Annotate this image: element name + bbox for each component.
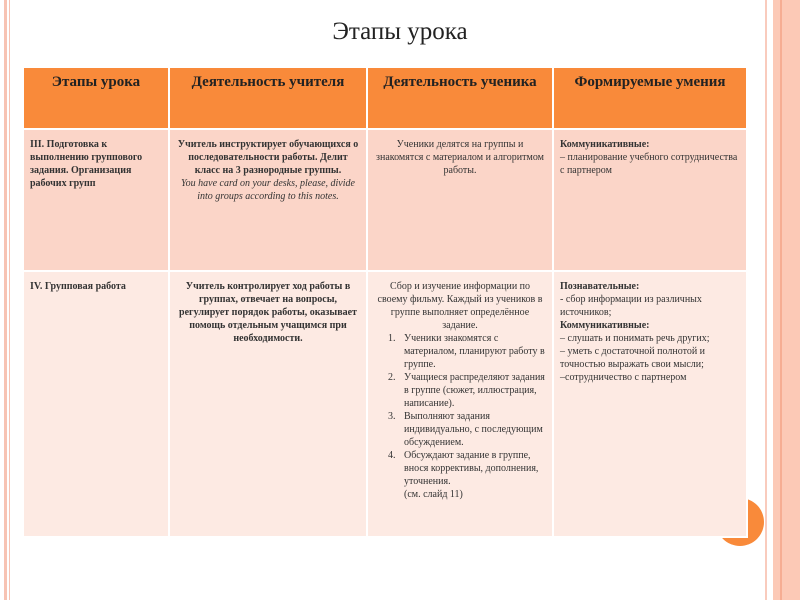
teacher-text: Учитель инструктирует обучающихся о последовательности работы. Делит класс на 3 разнородные группы.	[177, 139, 359, 176]
lesson-stages-table	[22, 66, 748, 538]
skill-label: Познавательные:	[560, 281, 640, 292]
slide-border-left-thin	[9, 0, 10, 600]
table-header-row	[23, 67, 747, 129]
list-item: 1. Ученики знакомятся с материалом, планируют работу в группе.	[398, 332, 546, 371]
list-item: 3. Выполняют задания индивидуально, с последующим обсуждением.	[398, 410, 546, 449]
teacher-cell: Учитель контролирует ход работы в группах, отвечает на вопросы, регулирует порядок работы, оказывает помощь отдельным учащимся при необходимости.	[169, 271, 367, 537]
teacher-cell	[169, 129, 367, 271]
stage-cell: III. Подготовка к выполнению группового задания. Организация рабочих групп	[23, 129, 169, 271]
skill-label: Коммуникативные:	[560, 320, 650, 331]
slide-border-right-line	[780, 0, 782, 600]
skill-text: – планирование учебного сотрудничества с партнером	[560, 152, 738, 176]
skill-text: – слушать и понимать речь других; – уметь с достаточной полнотой и точностью выражать свои мысли; –сотрудничество с партнером	[560, 333, 710, 383]
teacher-note: You have card on your desks, please, divide into groups according to this notes.	[181, 178, 355, 202]
header-student: Деятельность ученика	[367, 67, 553, 129]
list-item: 2. Учащиеся распределяют задания в группе (сюжет, иллюстрация, написание).	[398, 371, 546, 410]
skill-text: - сбор информации из различных источников;	[560, 294, 702, 318]
slide-border-right	[773, 0, 800, 600]
table-row	[23, 271, 747, 537]
table-row	[23, 129, 747, 271]
student-cell: Ученики делятся на группы и знакомятся с материалом и алгоритмом работы.	[367, 129, 553, 271]
header-stages: Этапы урока	[23, 67, 169, 129]
student-intro: Сбор и изучение информации по своему фильму. Каждый из учеников в группе выполняет определённое задание.	[377, 281, 543, 331]
stage-cell: IV. Групповая работа	[23, 271, 169, 537]
slide-border-left	[4, 0, 7, 600]
header-teacher: Деятельность учителя	[169, 67, 367, 129]
slide-border-right-thin	[765, 0, 767, 600]
slide-reference: (см. слайд 11)	[404, 489, 463, 500]
skills-cell	[553, 129, 747, 271]
header-skills: Формируемые умения	[553, 67, 747, 129]
skill-label: Коммуникативные:	[560, 139, 650, 150]
student-steps	[374, 332, 546, 488]
skills-cell	[553, 271, 747, 537]
student-cell	[367, 271, 553, 537]
slide-title: Этапы урока	[332, 18, 468, 45]
list-item: 4. Обсуждают задание в группе, внося коррективы, дополнения, уточнения.	[398, 449, 546, 488]
